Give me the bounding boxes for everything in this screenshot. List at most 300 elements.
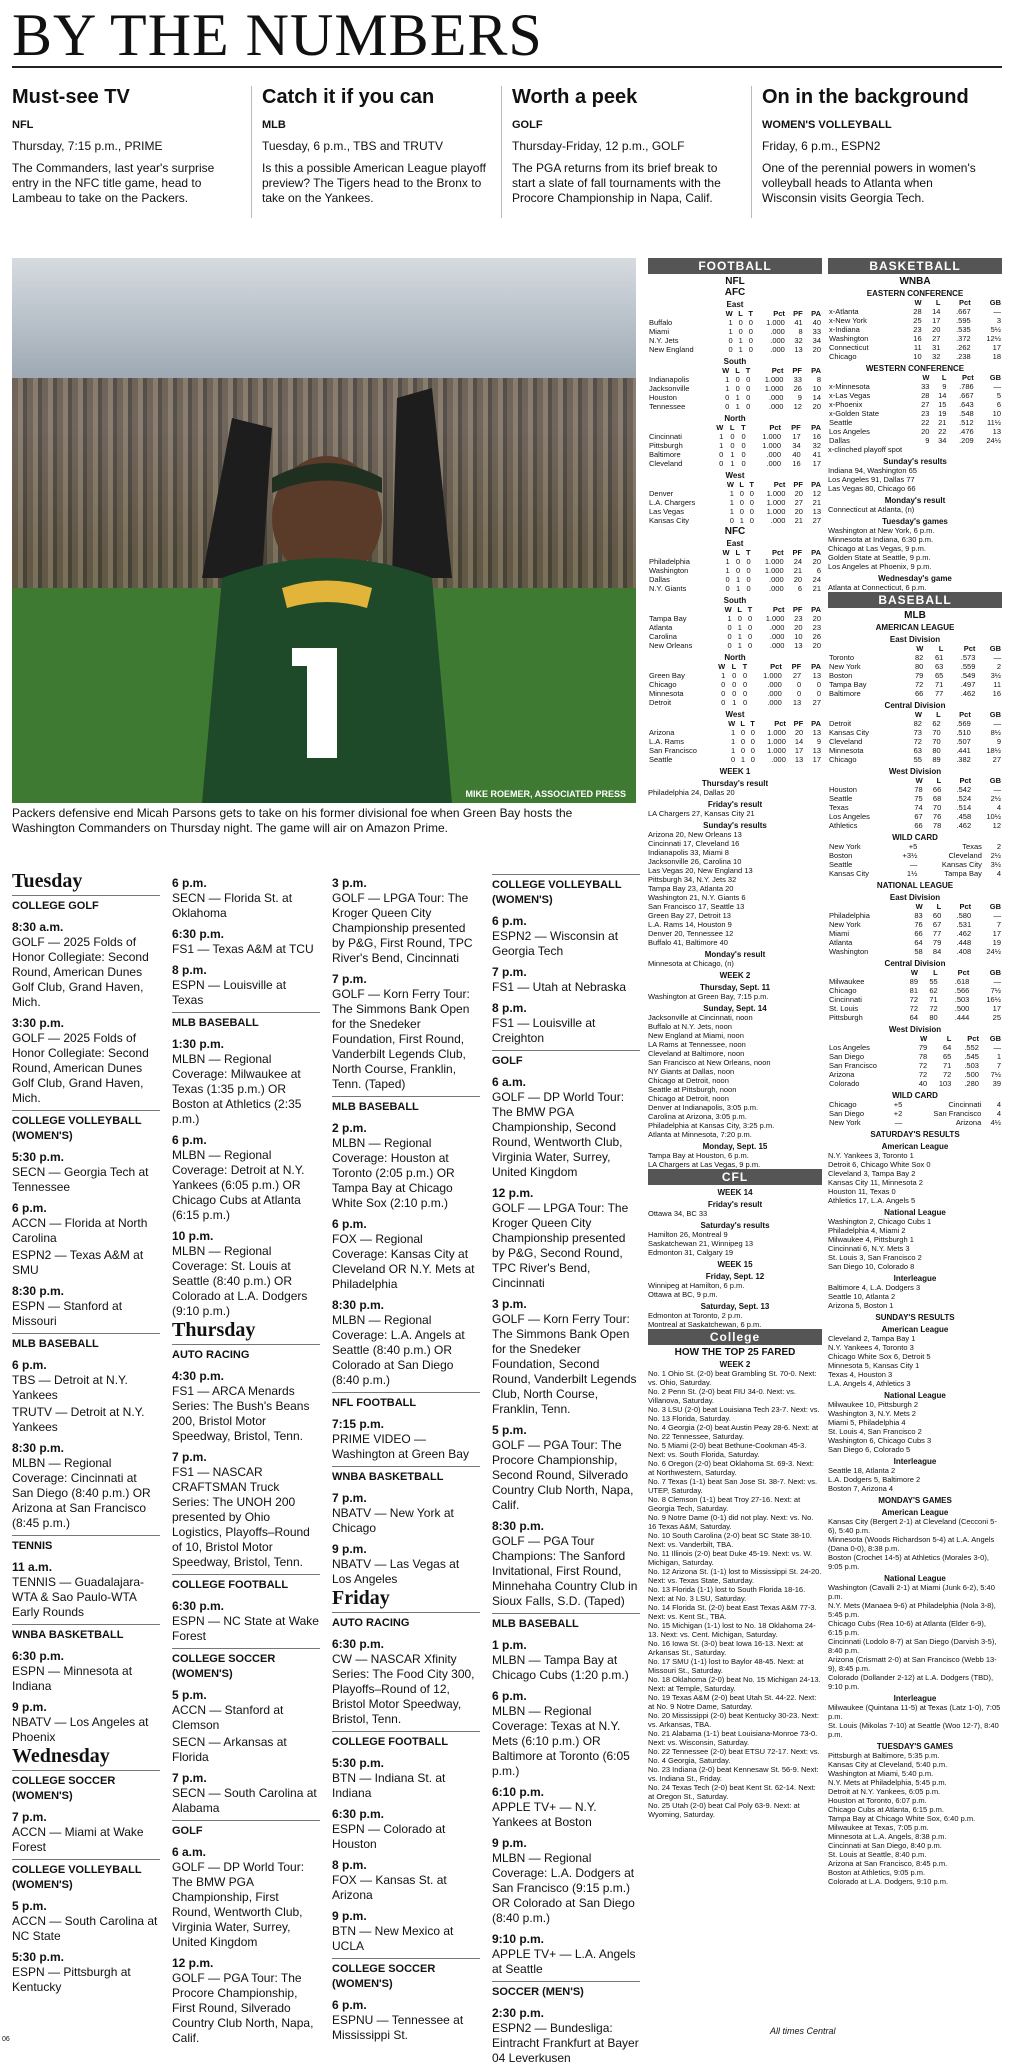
sport-heading: COLLEGE GOLF <box>12 895 160 914</box>
highlight-heading: Must-see TV <box>12 86 130 108</box>
standings-cell: 0 <box>749 507 754 516</box>
standings-cell: 13 <box>792 698 802 707</box>
listing-event: FS1 — Utah at Nebraska <box>492 980 627 994</box>
standings-cell: 18½ <box>986 746 1001 755</box>
column-header: L <box>729 423 735 432</box>
standings-row <box>828 938 1002 947</box>
standings-cell: 10 <box>794 632 803 641</box>
standings-cell: Buffalo <box>649 318 673 327</box>
standings-cell: Tennessee <box>649 402 686 411</box>
conference-name: EASTERN CONFERENCE <box>866 289 964 298</box>
result-line: No. 19 Texas A&M (2-0) beat Utah St. 44-22. Next: at No. 9 Notre Dame, Saturday. <box>648 1693 817 1711</box>
sport-heading: COLLEGE SOCCER (WOMEN'S) <box>332 1958 480 1992</box>
standings-cell: Texas <box>829 803 849 812</box>
result-line: Chicago White Sox 6, Detroit 5 <box>828 1352 931 1361</box>
results-heading: Interleague <box>893 1694 937 1703</box>
column-header: L <box>935 298 941 307</box>
listing-event: BTN — New Mexico at UCLA <box>332 1924 454 1953</box>
standings-cell: 80 <box>914 662 924 671</box>
listing-event: MLBN — Tampa Bay at Chicago Cubs (1:20 p.m.) <box>492 1653 629 1682</box>
column-header: PA <box>811 605 821 614</box>
standings-cell: Pittsburgh <box>829 1013 863 1022</box>
listing-time: 6 p.m. <box>172 1133 207 1147</box>
wildcard-cell: +2 <box>893 1109 903 1118</box>
result-line: Winnipeg at Hamilton, 6 p.m. <box>648 1281 745 1290</box>
result-line: Tampa Bay 23, Atlanta 20 <box>648 884 734 893</box>
column-header: L <box>735 548 741 557</box>
standings-cell: 1.000 <box>766 489 786 498</box>
result-line: No. 10 South Carolina (2-0) beat SC State 38-10. Next: vs. Vanderbilt, TBA. <box>648 1531 812 1549</box>
result-line: Boston (Crochet 14-5) at Athletics (Morales 3-0), 9:05 p.m. <box>828 1553 989 1571</box>
listing-event: GOLF — DP World Tour: The BMW PGA Championship, First Round, Wentworth Club, Virginia Water, Surrey, United Kingdom <box>172 1860 305 1949</box>
result-line: Arizona 20, New Orleans 13 <box>648 830 742 839</box>
standings-cell: 0 <box>749 498 754 507</box>
standings-section <box>648 258 1003 2040</box>
standings-cell: 64 <box>942 1043 952 1052</box>
results-heading: SUNDAY'S RESULTS <box>875 1313 955 1322</box>
standings-cell: 1.000 <box>765 614 785 623</box>
standings-cell: Seattle <box>649 755 673 764</box>
listing-time: 6:30 p.m. <box>12 1649 65 1663</box>
standings-cell: 0 <box>721 698 726 707</box>
result-line: No. 16 Iowa St. (3-0) beat Iowa 16-13. Next: at Arkansas St., Saturday. <box>648 1639 804 1657</box>
listing-event: ESPN — Louisville at Texas <box>172 978 287 1007</box>
standings-cell: Cleveland <box>649 459 683 468</box>
standings-cell: 0 <box>750 746 755 755</box>
highlight-sport: WOMEN'S VOLLEYBALL <box>762 119 892 131</box>
standings-cell: .524 <box>956 794 972 803</box>
standings-cell: 63 <box>934 662 944 671</box>
standings-row <box>828 719 1002 728</box>
standings-cell: 9 <box>925 436 930 445</box>
result-line: Chicago at Detroit, noon <box>648 1076 729 1085</box>
listing-event: ESPN2 — Bundesliga: Eintracht Frankfurt at Bayer 04 Leverkusen <box>492 2021 639 2065</box>
standings-row <box>648 327 822 336</box>
standings-cell: .000 <box>770 336 785 345</box>
standings-row <box>828 400 1002 409</box>
standings-cell: 13 <box>794 755 804 764</box>
results-heading: Sunday's results <box>883 457 947 466</box>
highlight-sport: MLB <box>262 119 286 131</box>
standings-cell: .500 <box>954 1004 970 1013</box>
standings-cell: New Orleans <box>649 641 693 650</box>
listing-event: ACCN — Florida at North Carolina <box>12 1216 148 1245</box>
standings-row <box>828 427 1002 436</box>
standings-cell: 1.000 <box>764 375 784 384</box>
result-line: Milwaukee 10, Pittsburgh 2 <box>828 1400 919 1409</box>
results-heading: Friday's result <box>707 1200 763 1209</box>
listing-event: BTN — Indiana St. at Indiana <box>332 1771 446 1800</box>
standings-cell: New York <box>829 662 861 671</box>
result-line: Jacksonville at Cincinnati, noon <box>648 1013 753 1022</box>
highlight-1 <box>12 86 252 218</box>
result-line: No. 18 Oklahoma (2-0) beat No. 15 Michigan 24-13. Next: at Temple, Saturday. <box>648 1675 821 1693</box>
standings-cell: 33 <box>812 327 821 336</box>
listing-time: 7 p.m. <box>492 965 527 979</box>
listing-event: FOX — Kansas St. at Arizona <box>332 1873 447 1902</box>
standings-cell: .462 <box>956 929 972 938</box>
result-line: N.Y. Mets (Manaea 9-6) at Philadelphia (Nola 3-8), 5:45 p.m. <box>828 1601 996 1619</box>
column-header: PF <box>793 309 803 318</box>
sport-heading: WNBA BASKETBALL <box>332 1466 480 1485</box>
standings-cell: 0 <box>749 516 754 525</box>
standings-cell: 5½ <box>990 325 1001 334</box>
results-heading: MONDAY'S GAMES <box>878 1496 952 1505</box>
column-header: L <box>936 776 942 785</box>
photo-credit: MIKE ROEMER, ASSOCIATED PRESS <box>465 789 626 799</box>
listing-time: 5:30 p.m. <box>12 1150 65 1164</box>
column-header: PA <box>811 719 821 728</box>
standings-cell: Tampa Bay <box>649 614 687 623</box>
standings-cell: 17 <box>794 746 804 755</box>
sport-heading: MLB BASEBALL <box>332 1096 480 1115</box>
standings-cell: 71 <box>934 680 944 689</box>
results-heading: Sunday, Sept. 14 <box>703 1004 767 1013</box>
standings-cell: 1.000 <box>762 432 782 441</box>
standings-row <box>828 352 1002 361</box>
result-line: Cincinnati (Lodolo 8-7) at San Diego (Darvish 3-5), 8:40 p.m. <box>828 1637 997 1655</box>
column-header: Pct <box>962 373 974 382</box>
standings-table <box>828 776 1002 830</box>
standings-row <box>648 584 822 593</box>
standings-cell: 0 <box>739 507 744 516</box>
standings-cell: 16 <box>992 689 1001 698</box>
listing-time: 8:30 p.m. <box>12 1284 65 1298</box>
standings-cell: .000 <box>769 623 785 632</box>
sport-heading: COLLEGE VOLLEYBALL (WOMEN'S) <box>12 1859 160 1893</box>
highlight-time: Thursday, 7:15 p.m., PRIME <box>12 139 163 153</box>
standings-cell: 0 <box>735 566 741 575</box>
standings-cell: 8 <box>816 375 821 384</box>
standings-cell: 1 <box>719 432 724 441</box>
listing-event: NBATV — Las Vegas at Los Angeles <box>332 1557 460 1586</box>
standings-cell: Seattle <box>829 418 853 427</box>
listing-event: ESPN2 — Texas A&M at SMU <box>12 1248 144 1277</box>
standings-cell: 0 <box>749 489 754 498</box>
standings-cell: x-Golden State <box>829 409 880 418</box>
standings-row <box>648 432 822 441</box>
wildcard-row <box>828 1109 1002 1118</box>
listing-time: 5:30 p.m. <box>332 1756 385 1770</box>
listing-time: 8:30 p.m. <box>12 1441 65 1455</box>
standings-cell: 60 <box>932 911 942 920</box>
standings-row <box>828 995 1002 1004</box>
column-header <box>648 719 723 728</box>
column-header: GB <box>989 968 1001 977</box>
standings-row <box>828 689 1002 698</box>
standings-cell: .559 <box>960 662 976 671</box>
standings-cell: 0 <box>750 728 755 737</box>
listing-event: ACCN — Stanford at Clemson <box>172 1703 284 1732</box>
result-line: LA Chargers at Las Vegas, 9 p.m. <box>648 1160 761 1169</box>
result-line: No. 1 Ohio St. (2-0) beat Grambling St. 70-0. Next: vs. Ohio, Saturday. <box>648 1369 817 1387</box>
standings-cell: 9 <box>816 737 821 746</box>
standings-cell: New England <box>649 345 694 354</box>
standings-row <box>648 516 822 525</box>
column-header <box>828 968 899 977</box>
wildcard-cell: Kansas City <box>941 860 982 869</box>
standings-cell: 26 <box>793 384 802 393</box>
column-header: L <box>737 605 742 614</box>
standings-cell: Minnesota <box>829 746 864 755</box>
listing-event: GOLF — 2025 Folds of Honor Collegiate: Second Round, American Dunes Golf Club, Grand Haven, Mich. <box>12 935 149 1009</box>
standings-cell: 10½ <box>986 812 1001 821</box>
wildcard-cell: New York <box>829 1118 861 1127</box>
wildcard-cell: +3½ <box>902 851 918 860</box>
listing-event: ESPN2 — Wisconsin at Georgia Tech <box>492 929 619 958</box>
standings-table <box>648 423 822 468</box>
wildcard-cell: +5 <box>908 842 918 851</box>
results-heading: WEEK 15 <box>717 1260 753 1269</box>
standings-cell: .280 <box>964 1079 979 1088</box>
standings-cell: 41 <box>812 450 821 459</box>
standings-cell: 14 <box>938 391 947 400</box>
standings-cell: 67 <box>932 920 942 929</box>
result-line: Minnesota at Indiana, 6:30 p.m. <box>828 535 934 544</box>
standings-cell: .462 <box>956 821 972 830</box>
sport-heading: COLLEGE FOOTBALL <box>172 1574 320 1593</box>
listing-event: FS1 — Louisville at Creighton <box>492 1016 596 1045</box>
result-line: Atlanta at Connecticut, 6 p.m. <box>828 583 927 592</box>
result-line: Chicago at Las Vegas, 9 p.m. <box>828 544 926 553</box>
standings-cell: 0 <box>725 402 730 411</box>
standings-cell: .548 <box>959 409 974 418</box>
result-line: Detroit at N.Y. Yankees, 6:05 p.m. <box>828 1787 941 1796</box>
standings-cell: Carolina <box>649 632 677 641</box>
listing-time: 9 p.m. <box>332 1542 367 1556</box>
result-line: Cincinnati at San Diego, 8:40 p.m. <box>828 1841 942 1850</box>
result-line: San Diego 10, Colorado 8 <box>828 1262 915 1271</box>
result-line: N.Y. Yankees 3, Toronto 1 <box>828 1151 914 1160</box>
listing-event: TRUTV — Detroit at N.Y. Yankees <box>12 1405 145 1434</box>
standings-cell: 32 <box>932 352 941 361</box>
standings-cell: 2½ <box>990 794 1001 803</box>
standings-row <box>648 641 822 650</box>
result-line: Boston at Athletics, 9:05 p.m. <box>828 1868 926 1877</box>
result-line: St. Louis 3, San Francisco 2 <box>828 1253 922 1262</box>
sport-heading: MLB BASEBALL <box>12 1333 160 1352</box>
standings-cell: 26 <box>812 632 821 641</box>
standings-cell: 0 <box>748 336 753 345</box>
standings-cell: Jacksonville <box>649 384 690 393</box>
standings-cell: 27 <box>792 671 802 680</box>
column-header: Pct <box>771 366 784 375</box>
column-header: PF <box>791 662 802 671</box>
standings-cell: 20 <box>794 489 803 498</box>
standings-cell: 24 <box>812 575 821 584</box>
result-line: Colorado (Dollander 2-12) at L.A. Dodgers (TBD), 9:10 p.m. <box>828 1673 994 1691</box>
wildcard-cell: 1½ <box>906 869 918 878</box>
standings-cell: 19 <box>992 938 1001 947</box>
standings-row <box>828 316 1002 325</box>
division-name: South <box>723 357 747 366</box>
listing-event: MLBN — Regional Coverage: Houston at Toronto (2:05 p.m.) OR Tampa Bay at Chicago White Sox (2:10 p.m.) <box>332 1136 455 1210</box>
standings-cell: 74 <box>914 803 923 812</box>
standings-row <box>648 632 822 641</box>
result-line: LA Rams at Tennessee, noon <box>648 1040 746 1049</box>
standings-cell: 11 <box>993 680 1001 689</box>
standings-cell: 0 <box>746 402 751 411</box>
listing-time: 7 p.m. <box>332 972 367 986</box>
standings-cell: 20 <box>794 728 804 737</box>
standings-cell: Detroit <box>649 698 672 707</box>
standings-row <box>648 575 822 584</box>
wildcard-table <box>828 1100 1002 1127</box>
standings-row <box>828 728 1002 737</box>
standings-cell: 0 <box>728 336 733 345</box>
standings-row <box>828 382 1002 391</box>
sport-heading: SOCCER (MEN'S) <box>492 1981 640 2000</box>
standings-cell: .497 <box>960 680 976 689</box>
standings-cell: Cleveland <box>829 737 863 746</box>
column-header: T <box>747 605 753 614</box>
listing-event: ACCN — South Carolina at NC State <box>12 1914 158 1943</box>
column-header: Pct <box>959 902 972 911</box>
column-header: Pct <box>773 480 786 489</box>
highlight-2 <box>262 86 502 218</box>
result-line: Carolina at Arizona, 3:05 p.m. <box>648 1112 747 1121</box>
standings-cell: 4 <box>996 803 1001 812</box>
standings-cell: 20 <box>812 557 821 566</box>
wildcard-row <box>828 1118 1002 1127</box>
standings-row <box>648 489 822 498</box>
listing-time: 6 p.m. <box>492 1689 527 1703</box>
standings-cell: 17 <box>992 1004 1001 1013</box>
standings-cell: 1 <box>730 459 735 468</box>
standings-cell: 6 <box>996 400 1001 409</box>
standings-cell: .643 <box>959 400 974 409</box>
standings-row <box>648 450 822 459</box>
standings-cell: 12 <box>812 489 821 498</box>
standings-row <box>828 794 1002 803</box>
masthead <box>12 2 1002 68</box>
results-heading: American League <box>881 1325 949 1334</box>
standings-cell: 34 <box>812 336 821 345</box>
result-line: Minnesota at L.A. Angels, 8:38 p.m. <box>828 1832 947 1841</box>
listing-time: 6 p.m. <box>12 1358 47 1372</box>
standings-cell: 13 <box>812 746 821 755</box>
result-line: Philadelphia 4, Miami 2 <box>828 1226 906 1235</box>
column-header: L <box>938 644 944 653</box>
standings-cell: 11 <box>913 343 922 352</box>
result-line: Detroit 6, Chicago White Sox 0 <box>828 1160 931 1169</box>
wildcard-cell: Seattle <box>829 860 853 869</box>
standings-cell: 1 <box>719 441 724 450</box>
standings-cell: 84 <box>932 947 942 956</box>
standings-cell: 62 <box>932 719 941 728</box>
highlight-heading: Worth a peek <box>512 86 638 108</box>
highlight-heading: Catch it if you can <box>262 86 435 108</box>
standings-cell: 27 <box>812 516 821 525</box>
standings-row <box>828 821 1002 830</box>
standings-cell: .441 <box>956 746 971 755</box>
wildcard-cell: 4 <box>996 869 1001 878</box>
standings-cell: — <box>993 1043 1001 1052</box>
listing-event: GOLF — PGA Tour: The Procore Championship, First Round, Silverado Country Club North, Napa, Calif. <box>172 1971 314 2045</box>
listing-event: ESPN — Colorado at Houston <box>332 1822 446 1851</box>
result-line: NY Giants at Dallas, noon <box>648 1067 735 1076</box>
column-header: L <box>740 719 746 728</box>
standings-cell: Atlanta <box>649 623 673 632</box>
standings-cell: 0 <box>727 632 732 641</box>
listing-event: SECN — Arkansas at Florida <box>172 1735 287 1764</box>
column-header: PF <box>791 423 801 432</box>
standings-cell: .000 <box>766 450 782 459</box>
standings-cell: .000 <box>770 327 785 336</box>
standings-cell: 68 <box>932 794 942 803</box>
column-header: W <box>722 548 730 557</box>
standings-cell: 14 <box>932 307 941 316</box>
column-header: T <box>748 309 753 318</box>
result-line: Arizona at San Francisco, 8:45 p.m. <box>828 1859 948 1868</box>
column-header: T <box>745 366 751 375</box>
standings-cell: 72 <box>942 1070 952 1079</box>
standings-cell: 0 <box>746 393 751 402</box>
standings-cell: 27 <box>932 334 941 343</box>
standings-cell: 1 <box>731 746 736 755</box>
wildcard-cell: 2½ <box>990 851 1001 860</box>
standings-cell: .667 <box>959 391 974 400</box>
standings-cell: 27 <box>921 400 930 409</box>
listing-event: ESPN — Minnesota at Indiana <box>12 1664 133 1693</box>
highlight-time: Thursday-Friday, 12 p.m., GOLF <box>512 139 685 153</box>
league-name: NFL <box>725 276 745 287</box>
standings-cell: 23 <box>812 623 821 632</box>
result-line: Arizona 5, Boston 1 <box>828 1301 894 1310</box>
sport-heading: COLLEGE FOOTBALL <box>332 1731 480 1750</box>
column-header: Pct <box>773 309 785 318</box>
results-heading: Friday's result <box>707 800 763 809</box>
standings-cell: 0 <box>732 671 737 680</box>
standings-cell: 72 <box>918 1061 928 1070</box>
results-heading: American League <box>881 1142 949 1151</box>
result-line: No. 12 Arizona St. (1-1) lost to Mississippi St. 24-20. Next: vs. Texas State, Saturday. <box>648 1567 822 1585</box>
stats-column-left <box>648 258 822 2040</box>
standings-cell: 12 <box>992 821 1001 830</box>
standings-cell: 0 <box>740 746 746 755</box>
standings-cell: 17 <box>992 929 1001 938</box>
standings-cell: 1.000 <box>764 566 784 575</box>
standings-cell: Baltimore <box>829 689 861 698</box>
column-header: T <box>749 480 754 489</box>
standings-cell: 80 <box>932 746 941 755</box>
standings-row <box>648 336 822 345</box>
standings-cell: 78 <box>932 821 942 830</box>
standings-row <box>648 728 822 737</box>
listing-time: 3 p.m. <box>492 1297 527 1311</box>
results-heading: Monday's result <box>704 950 766 959</box>
standings-cell: 70 <box>932 803 942 812</box>
column-header <box>828 902 905 911</box>
standings-row <box>828 418 1002 427</box>
standings-cell: 8½ <box>990 728 1001 737</box>
standings-cell: 65 <box>934 671 944 680</box>
wildcard-cell: Kansas City <box>829 869 870 878</box>
column-header: W <box>916 644 924 653</box>
result-line: No. 6 Oregon (2-0) beat Oklahoma St. 69-3. Next: at Northwestern, Saturday. <box>648 1459 814 1477</box>
standings-cell: 64 <box>909 1013 919 1022</box>
standings-cell: .542 <box>956 785 972 794</box>
column-header: GB <box>989 902 1001 911</box>
standings-cell: 0 <box>727 623 732 632</box>
division-name: Central Division <box>884 701 946 710</box>
listing-time: 6 p.m. <box>332 1217 367 1231</box>
standings-cell: .510 <box>956 728 971 737</box>
standings-cell: 72 <box>909 1004 919 1013</box>
standings-cell: .569 <box>956 719 971 728</box>
standings-cell: 66 <box>914 929 923 938</box>
standings-row <box>828 803 1002 812</box>
